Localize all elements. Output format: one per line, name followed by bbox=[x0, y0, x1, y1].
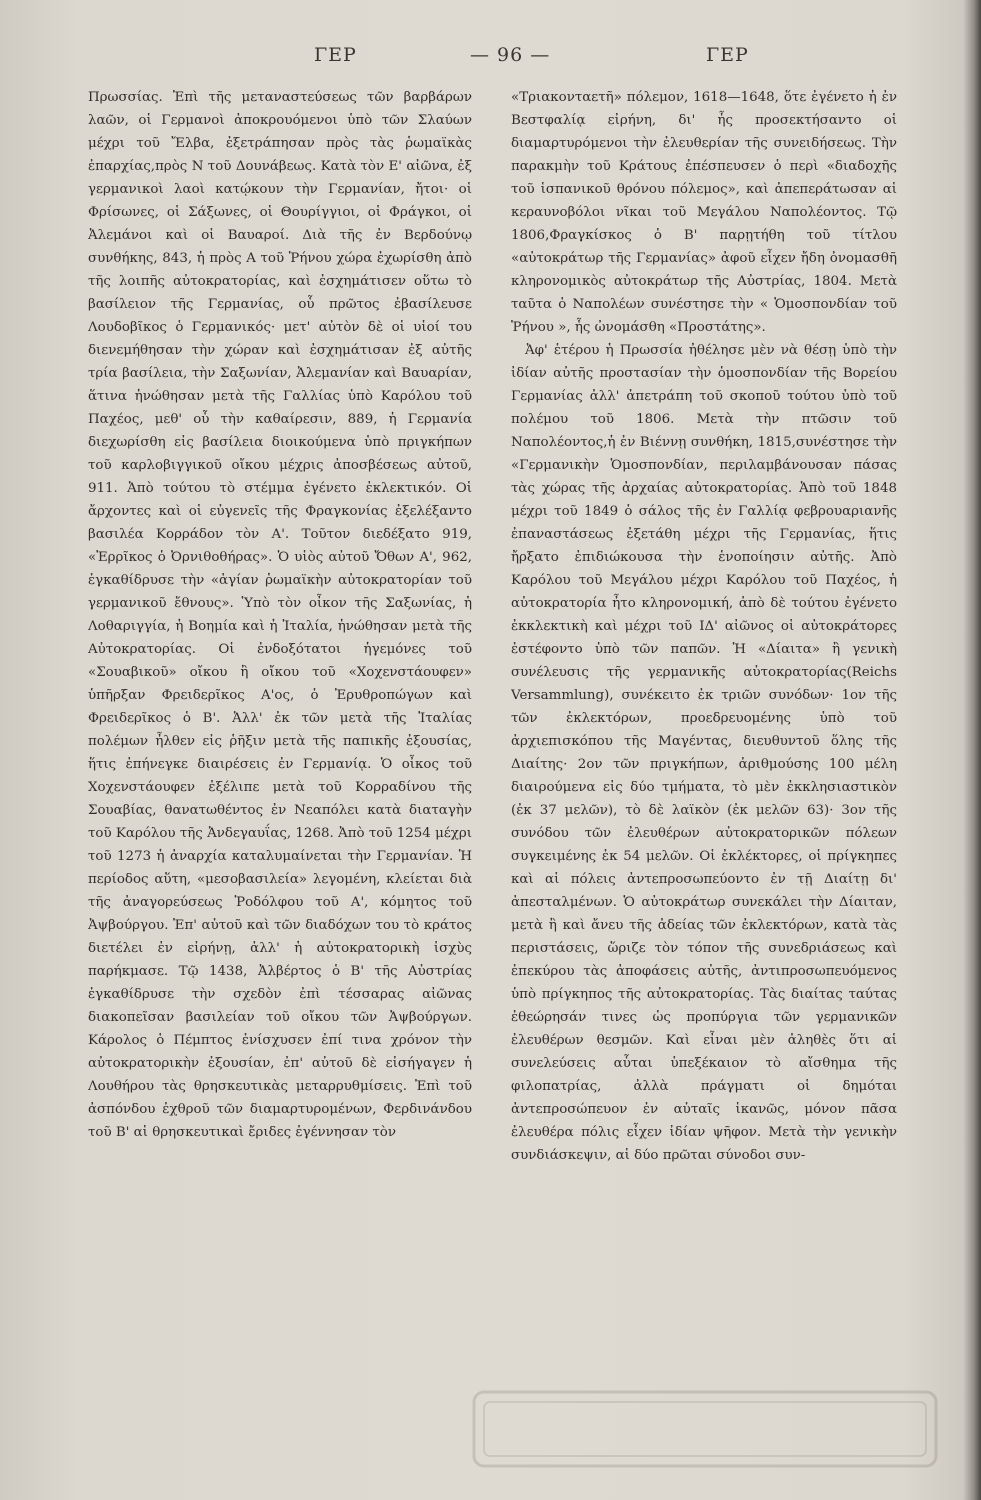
left-text-column bbox=[88, 86, 472, 1481]
header-left-word: ΓΕΡ bbox=[314, 44, 357, 66]
page-number: — 96 — bbox=[470, 44, 551, 66]
right-text-column bbox=[511, 86, 897, 1481]
right-paragraph-1: «Τριακονταετῆ» πόλεμον, 1618—1648, ὅτε ἐγένετο ἡ ἐν Βεστφαλίᾳ εἰρήνη, δι' ἧς προσεκτήσαντο οἱ διαμαρτυρόμενοι τὴν ἐλευθερίαν τῆς συνειδήσεως. Τὴν παρακμὴν τοῦ Κράτους ἐπέσπευσεν ὁ περὶ «διαδοχῆς τοῦ ἱσπανικοῦ θρόνου πόλεμος», καὶ ἀπεπεράτωσαν αἱ κεραυνοβόλοι νῖκαι τοῦ Μεγάλου Ναπολέοντος. Τῷ 1806,Φραγκίσκος ὁ Β' παρῃτήθη τοῦ τίτλου «αὐτοκράτωρ τῆς Γερμανίας» ἀφοῦ εἶχεν ἤδη ὀνομασθῆ κληρονομικὸς αὐτοκράτωρ τῆς Αὐστρίας, 1804. Μετὰ ταῦτα ὁ Ναπολέων συνέστησε τὴν « Ὁμοσπονδίαν τοῦ Ῥήνου », ἧς ὠνομάσθη «Προστάτης». bbox=[511, 90, 897, 335]
right-paragraph-2: Ἀφ' ἑτέρου ἡ Πρωσσία ἠθέλησε μὲν νὰ θέσῃ ὑπὸ τὴν ἰδίαν αὐτῆς προστασίαν τὴν ὁμοσπονδίαν τῆς Βορείου Γερμανίας ἀλλ' ἀπετράπη τοῦ σκοποῦ τούτου ὑπὸ τοῦ πολέμου τοῦ 1806. Μετὰ τὴν πτῶσιν τοῦ Ναπολέοντος,ἡ ἐν Βιέννῃ συνθήκη, 1815,συνέστησε τὴν «Γερμανικὴν Ὁμοσπονδίαν, περιλαμβάνουσαν πάσας τὰς χώρας τῆς ἀρχαίας αὐτοκρατορίας. Ἀπὸ τοῦ 1848 μέχρι τοῦ 1849 ὁ σάλος τῆς ἐν Γαλλίᾳ φεβρουαριανῆς ἐπαναστάσεως ἐξετάθη μέχρι τῆς Γερμανίας, ἥτις ἤρξατο ἐπιδιώκουσα τὴν ἑνοποίησιν αὐτῆς. Ἀπὸ Καρόλου τοῦ Μεγάλου μέχρι Καρόλου τοῦ Παχέος, ἡ αὐτοκρατορία ἦτο κληρονομική, ἀπὸ δὲ τούτου ἐγένετο ἐκκλεκτικὴ καὶ μέχρι τοῦ ΙΔ' αἰῶνος οἱ αὐτοκράτορες ἐστέφοντο ὑπὸ τῶν παπῶν. Ἡ «Δίαιτα» ἢ γενικὴ συνέλευσις τῆς γερμανικῆς αὐτοκρατορίας(Reichs Versammlung), συνέκειτο ἐκ τριῶν συνόδων· 1ον τῆς τῶν ἐκλεκτόρων, προεδρευομένης ὑπὸ τοῦ ἀρχιεπισκόπου τῆς Μαγέντας, διευθυντοῦ ὅλης τῆς Διαίτης· 2ον τῶν πριγκήπων, ἀριθμούσης 100 μέλη διαιρούμενα εἰς δύο τμήματα, τὸ μὲν ἐκκλησιαστικὸν (ἐκ 37 μελῶν), τὸ δὲ λαϊκὸν (ἐκ μελῶν 63)· 3ον τῆς συνόδου τῶν ἐλευθέρων αὐτοκρατορικῶν πόλεων συγκειμένης ἐκ 54 μελῶν. Οἱ ἐκλέκτορες, οἱ πρίγκηπες καὶ αἱ πόλεις ἀντεπροσωπεύοντο ἐν τῇ Διαίτῃ δι' ἀπεσταλμένων. Ὁ αὐτοκράτωρ συνεκάλει τὴν Δίαιταν, μετὰ ἢ καὶ ἄνευ τῆς ἀδείας τῶν ἐκλεκτόρων, κατὰ τὰς περιστάσεις, ὥριζε τὸν τόπον τῆς συνεδριάσεως καὶ ἐπεκύρου τὰς ἀποφάσεις αὐτῆς, ἀντιπροσωπευόμενος ὑπὸ πρίγκηπος τῆς αὐτοκρατορίας. Τὰς διαίτας ταύτας ἐθεώρησάν τινες ὡς προπύργια τῶν γερμανικῶν ἐλευθέρων θεσμῶν. Καὶ εἶναι μὲν ἀληθὲς ὅτι αἱ συνελεύσεις αὗται ὑπεξέκαιον τὸ αἴσθημα τῆς φιλοπατρίας, ἀλλὰ πράγματι οἱ δημόται ἀντεπροσώπευον ἐν αὐταῖς ἱκανῶς, μόνον πᾶσα ἐλευθέρα πόλις εἶχεν ἰδίαν ψῆφον. Μετὰ τὴν γενικὴν συνδιάσκεψιν, αἱ δύο πρῶται σύνοδοι συν- bbox=[511, 343, 897, 1163]
header-right-word: ΓΕΡ bbox=[706, 44, 749, 66]
running-head bbox=[86, 44, 896, 78]
left-paragraph-1: Πρωσσίας. Ἐπὶ τῆς μεταναστεύσεως τῶν βαρβάρων λαῶν, οἱ Γερμανοὶ ἀποκρουόμενοι ὑπὸ τῶν Σλαύων μέχρι τοῦ Ἔλβα, ἐξετράπησαν πρὸς τὰς ῥωμαϊκὰς ἐπαρχίας,πρὸς Ν τοῦ Δουνάβεως. Κατὰ τὸν Ε' αἰῶνα, ἐξ γερμανικοὶ λαοὶ κατῴκουν τὴν Γερμανίαν, ἤτοι· οἱ Φρίσωνες, οἱ Σάξωνες, οἱ Θουρίγγιοι, οἱ Φράγκοι, οἱ Ἀλεμάνοι καὶ οἱ Βαυαροί. Διὰ τῆς ἐν Βερδούνῳ συνθήκης, 843, ἡ πρὸς Α τοῦ Ῥήνου χώρα ἐχωρίσθη ἀπὸ τῆς λοιπῆς αὐτοκρατορίας, καὶ ἐσχημάτισεν οὕτω τὸ βασίλειον τῆς Γερμανίας, οὗ πρῶτος ἐβασίλευσε Λουδοβῖκος ὁ Γερμανικός· μετ' αὐτὸν δὲ οἱ υἱοί του διενεμήθησαν τὴν χώραν καὶ ἐσχημάτισαν ἐξ αὐτῆς τρία βασίλεια, τὴν Σαξωνίαν, Ἀλεμανίαν καὶ Βαυαρίαν, ἅτινα ἡνώθησαν μετὰ τῆς Γαλλίας ὑπὸ Καρόλου τοῦ Παχέος, μεθ' οὗ τὴν καθαίρεσιν, 889, ἡ Γερμανία διεχωρίσθη εἰς βασίλεια διοικούμενα ὑπὸ πριγκήπων τοῦ καρλοβιγγικοῦ οἴκου μέχρις ἀποσβέσεως αὐτοῦ, 911. Ἀπὸ τούτου τὸ στέμμα ἐγένετο ἐκλεκτικόν. Οἱ ἄρχοντες καὶ οἱ εὐγενεῖς τῆς Φραγκονίας ἐξελέξαντο βασιλέα Κορράδον τὸν Α'. Τοῦτον διεδέξατο 919, «Ἐρρῖκος ὁ Ὀρνιθοθήρας». Ὁ υἱὸς αὐτοῦ Ὄθων Α', 962, ἐγκαθίδρυσε τὴν «ἁγίαν ῥωμαϊκὴν αὐτοκρατορίαν τοῦ γερμανικοῦ ἔθνους». Ὑπὸ τὸν οἶκον τῆς Σαξωνίας, ἡ Λοθαριγγία, ἡ Βοημία καὶ ἡ Ἰταλία, ἡνώθησαν μετὰ τῆς Αὐτοκρατορίας. Οἱ ἐνδοξότατοι ἡγεμόνες τοῦ «Σουαβικοῦ» οἴκου ἢ οἴκου τοῦ «Χοχενστάουφεν» ὑπῆρξαν Φρειδερῖκος Α'ος, ὁ Ἐρυθροπώγων καὶ Φρειδερῖκος ὁ Β'. Ἀλλ' ἐκ τῶν μετὰ τῆς Ἰταλίας πολέμων ἦλθεν εἰς ῥῆξιν μετὰ τῆς παπικῆς ἐξουσίας, ἥτις ἐπήνεγκε διαιρέσεις ἐν Γερμανίᾳ. Ὁ οἶκος τοῦ Χοχενστάουφεν ἐξέλιπε μετὰ τοῦ Κορραδίνου τῆς Σουαβίας, θανατωθέντος ἐν Νεαπόλει κατὰ διαταγὴν τοῦ Καρόλου τῆς Ἀνδεγαυΐας, 1268. Ἀπὸ τοῦ 1254 μέχρι τοῦ 1273 ἡ ἀναρχία καταλυμαίνεται τὴν Γερμανίαν. Ἡ περίοδος αὕτη, «μεσοβασιλεία» λεγομένη, κλείεται διὰ τῆς ἀναγορεύσεως Ῥοδόλφου τοῦ Α', κόμητος τοῦ Ἀψβούργου. Ἐπ' αὐτοῦ καὶ τῶν διαδόχων του τὸ κράτος διετέλει ἐν εἰρήνῃ, ἀλλ' ἡ αὐτοκρατορικὴ ἰσχὺς παρήκμασε. Τῷ 1438, Ἀλβέρτος ὁ Β' τῆς Αὐστρίας ἐγκαθίδρυσε τὴν σχεδὸν ἐπὶ τέσσαρας αἰῶνας διακοπεῖσαν βασιλείαν τοῦ οἴκου τῶν Ἀψβούργων. Κάρολος ὁ Πέμπτος ἐνίσχυσεν ἐπί τινα χρόνον τὴν αὐτοκρατορικὴν ἐξουσίαν, ἐπ' αὐτοῦ δὲ εἰσήγαγεν ἡ Λουθήρου τὰς θρησκευτικὰς μεταρρυθμίσεις. Ἐπὶ τοῦ ἀσπόνδου ἐχθροῦ τῶν διαμαρτυρομένων, Φερδινάνδου τοῦ Β' αἱ θρησκευτικαὶ ἔριδες ἐγέννησαν τὸν bbox=[88, 90, 472, 1140]
book-binding-edge bbox=[963, 0, 981, 1500]
